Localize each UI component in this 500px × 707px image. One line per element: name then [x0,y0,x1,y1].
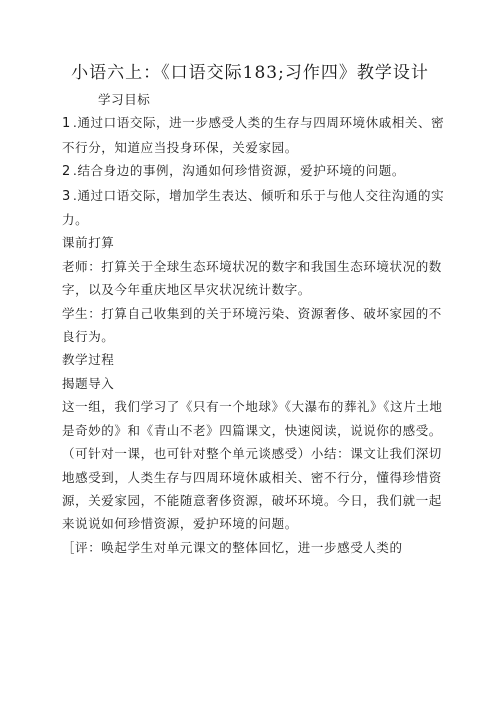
section-heading-prep: 课前打算 [62,235,115,251]
document-title: 小语六上：《口语交际183;习作四》教学设计 [71,63,429,83]
section-heading-intro: 揭题导入 [62,375,115,391]
objective-number: 3 [62,188,71,204]
objective-text: .结合身边的事例，沟通如何珍惜资源，爱护环境的问题。 [72,163,405,179]
objective-text: .通过口语交际，进一步感受人类的生存与四周环境休戚相关、密不行分，知道应当投身环保，关爱家园。 [62,115,445,155]
section-heading-process: 教学过程 [62,352,115,368]
comment-paragraph: ［评：唤起学生对单元课文的整体回忆，进一步感受人类的 [62,539,403,555]
document-body [62,88,447,559]
intro-paragraph: 这一组，我们学习了《只有一个地球》《大瀑布的葬礼》《这片土地是奇妙的》和《青山不老》四篇课文，快速阅读，说说你的感受。（可针对一课，也可针对整个单元谈感受）小结：课文让我们深切地感受到，人类生存与四周环境休戚相关、密不行分，懂得珍惜资源，关爱家园，不能随意奢侈资源，破坏环境。今日，我们就一起来说说如何珍惜资源，爱护环境的问题。 [62,399,443,532]
objective-number: 2 [62,164,71,180]
objective-number: 1 [62,116,71,132]
objective-text: .通过口语交际，增加学生表达、倾听和乐于与他人交往沟通的实力。 [62,187,445,228]
prep-teacher-paragraph: 老师：打算关于全球生态环境状况的数字和我国生态环境状况的数字，以及今年重庆地区旱灾状况统计数字。 [62,258,442,298]
objective-item-1 [62,111,447,159]
objective-item-3 [62,184,447,232]
objective-item-2 [62,159,447,183]
section-heading-objectives: 学习目标 [98,92,151,107]
prep-student-paragraph: 学生：打算自己收集到的关于环境污染、资源奢侈、破坏家园的不良行为。 [62,305,442,345]
